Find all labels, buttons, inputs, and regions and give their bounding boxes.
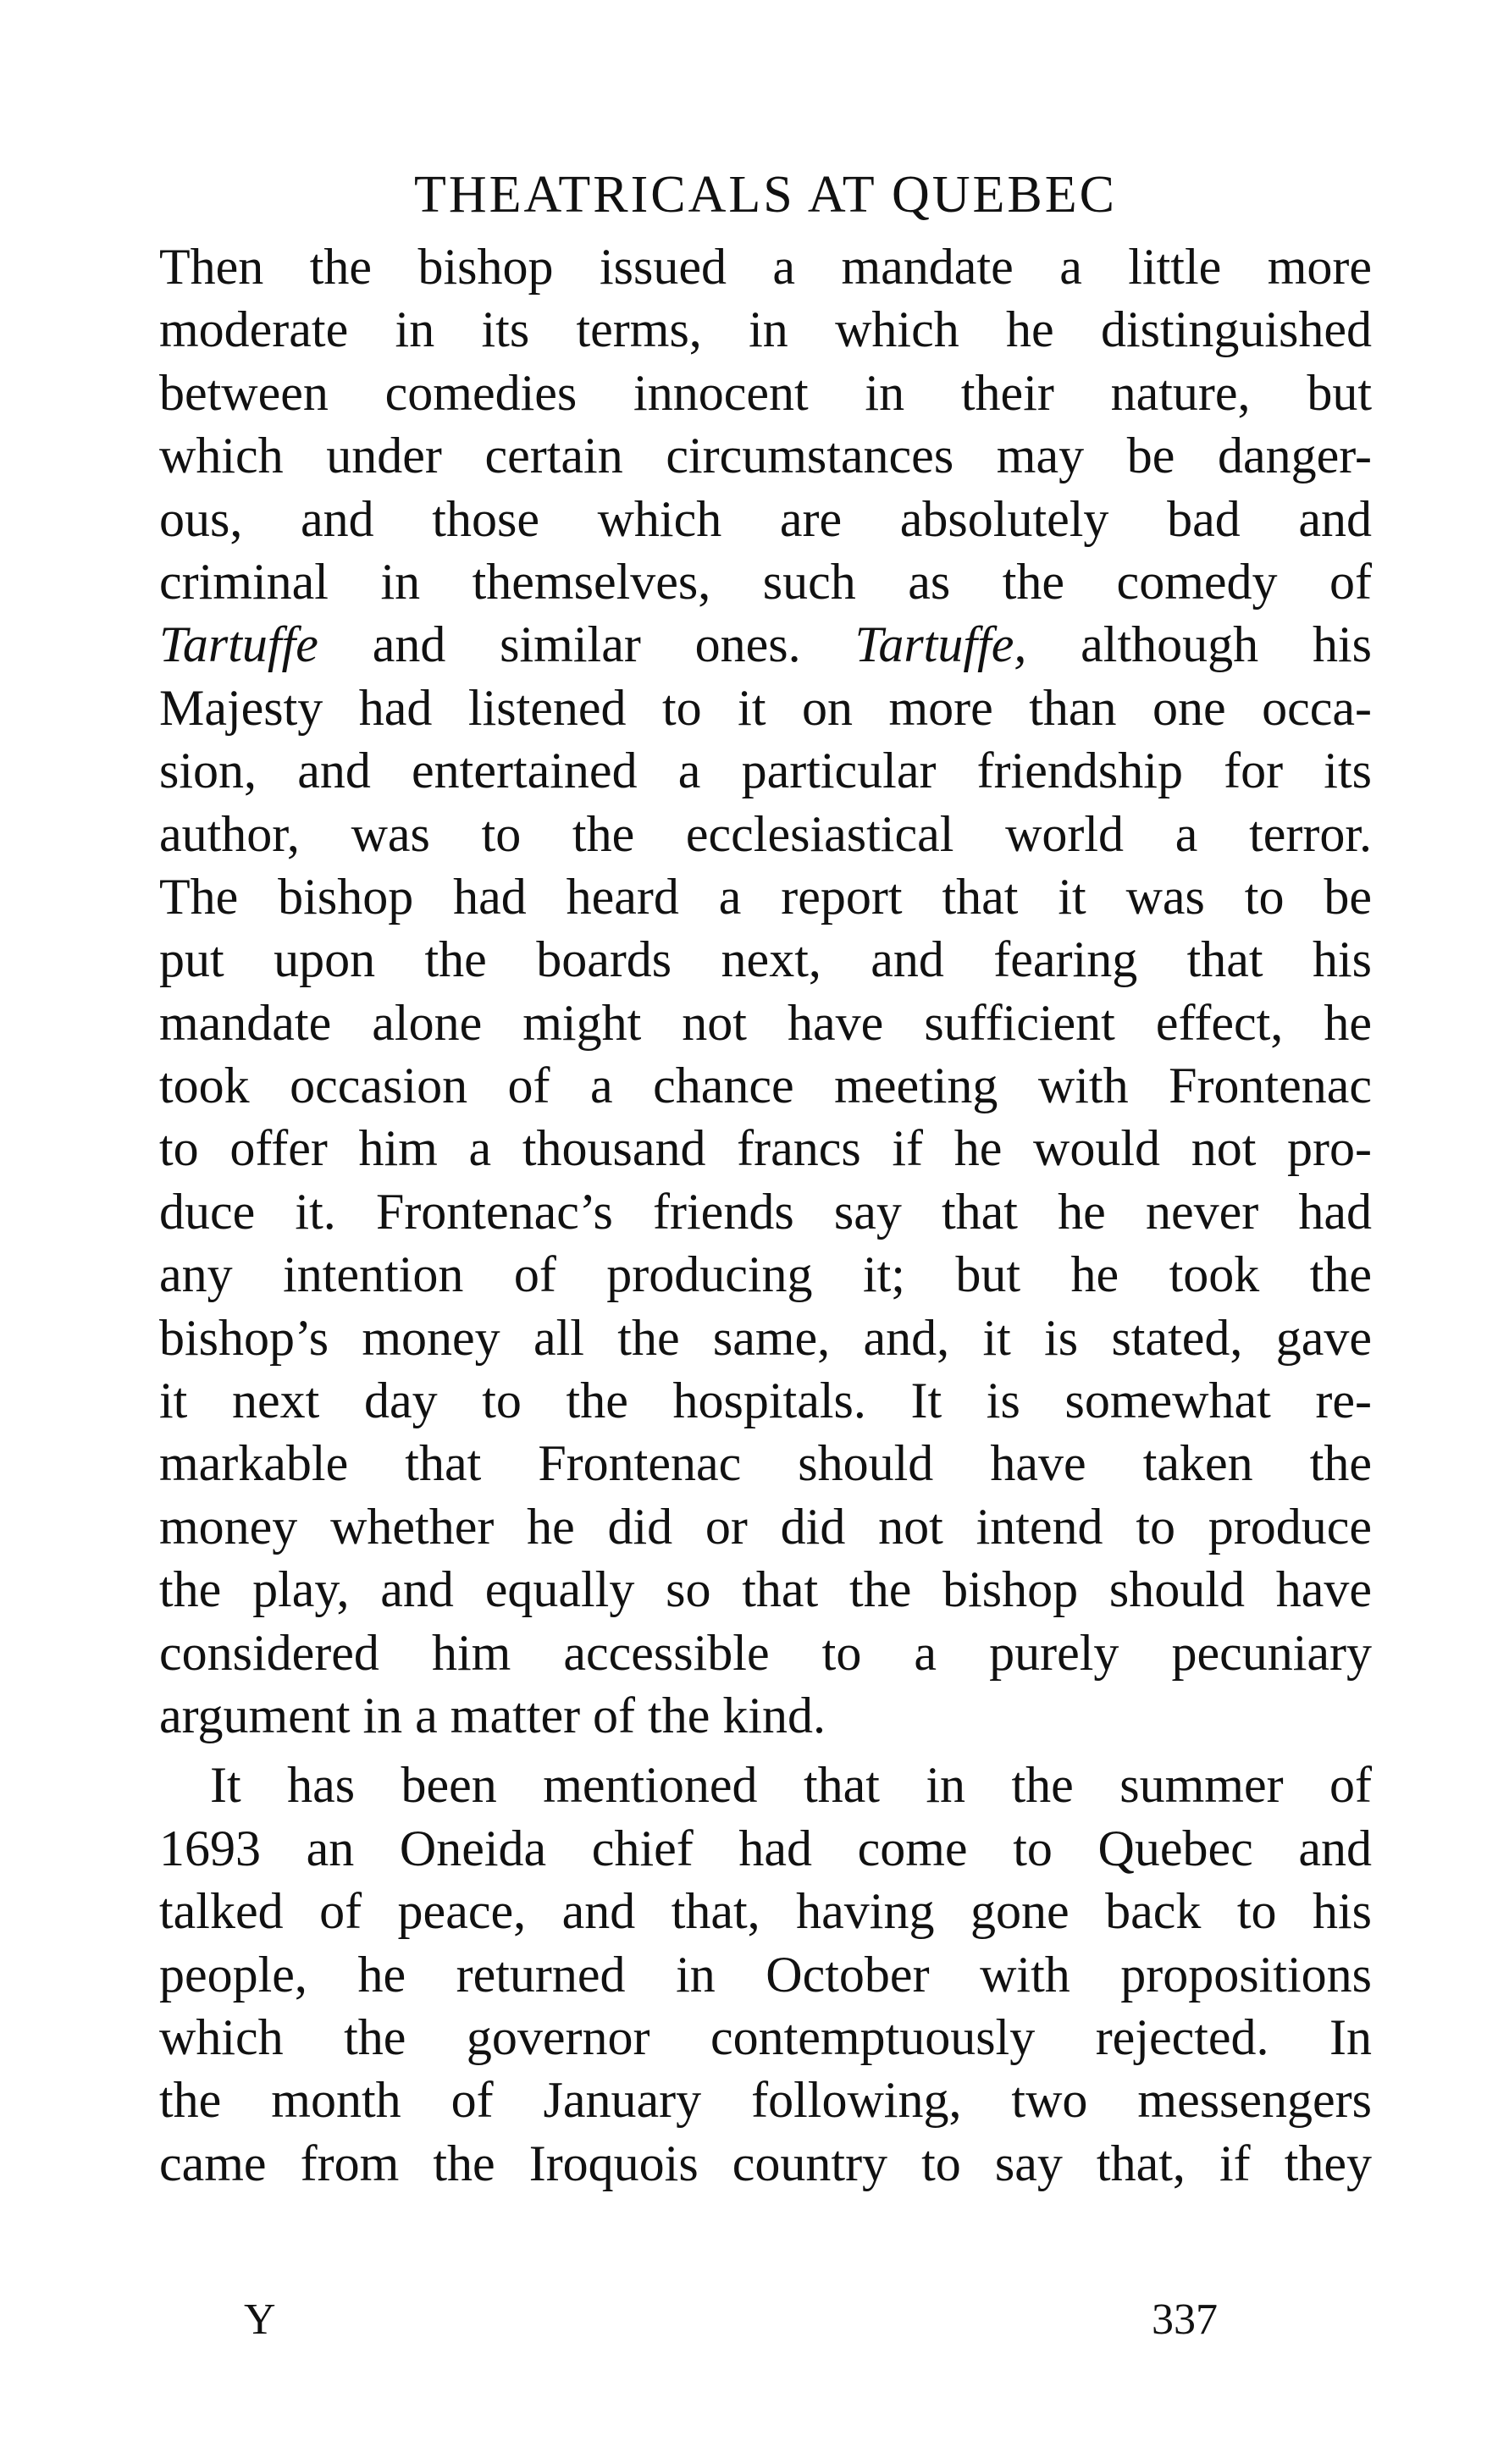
running-head: THEATRICALS AT QUEBEC: [413, 166, 1117, 224]
text-line: mandate alone might not have sufficient effect, he: [159, 994, 1372, 1051]
text-line: Then the bishop issued a mandate a little more: [159, 239, 1372, 295]
paragraph-gap: [159, 1747, 1372, 1754]
text-line: any intention of producing it; but he took the: [159, 1246, 1372, 1303]
text-line: It has been mentioned that in the summer of: [210, 1757, 1372, 1814]
paragraph-1: [159, 235, 1372, 1747]
text-line: took occasion of a chance meeting with Frontenac: [159, 1058, 1372, 1114]
text-line: sion, and entertained a particular friendship for its: [159, 743, 1372, 799]
text-line: bishop’s money all the same, and, it is stated, gave: [159, 1309, 1372, 1366]
text-line: argument in a matter of the kind.: [159, 1687, 826, 1743]
italic-title: Tartuffe,: [854, 616, 1027, 673]
text-line: markable that Frontenac should have taken the: [159, 1435, 1372, 1492]
text-line: it next day to the hospitals. It is somewhat re-: [159, 1373, 1372, 1429]
italic-title: Tartuffe: [159, 616, 318, 673]
text-line: Majesty had listened to it on more than one occa-: [159, 679, 1372, 736]
text-line-with-italics: [159, 613, 1372, 676]
text-line: talked of peace, and that, having gone back to his: [159, 1883, 1372, 1940]
text-line: moderate in its terms, in which he distinguished: [159, 301, 1372, 358]
text-line: 1693 an Oneida chief had come to Quebec and: [159, 1820, 1372, 1876]
text-line: which the governor contemptuously rejected. In: [159, 2008, 1372, 2065]
text-line: to offer him a thousand francs if he would not pro-: [159, 1120, 1372, 1177]
text-line: ous, and those which are absolutely bad and: [159, 490, 1372, 547]
page-number: 337: [1152, 2295, 1218, 2344]
text-line: put upon the boards next, and fearing that his: [159, 931, 1372, 988]
text-line: people, he returned in October with propositions: [159, 1946, 1372, 2003]
page-body: [159, 161, 1372, 2195]
text-line: money whether he did or did not intend to produce: [159, 1498, 1372, 1555]
signature-mark: Y: [244, 2295, 276, 2344]
text-line: criminal in themselves, such as the comedy of: [159, 553, 1372, 610]
text-line: The bishop had heard a report that it was to be: [159, 868, 1372, 925]
text-line: came from the Iroquois country to say that, if they: [159, 2135, 1372, 2191]
text-line: considered him accessible to a purely pecuniary: [159, 1624, 1372, 1681]
paragraph-2: [159, 1754, 1372, 2195]
text-line: which under certain circumstances may be danger-: [159, 428, 1372, 484]
text-line: the play, and equally so that the bishop should have: [159, 1561, 1372, 1618]
text-fragment: although his: [1026, 616, 1372, 673]
text-line: author, was to the ecclesiastical world a terror.: [159, 805, 1372, 862]
text-line: between comedies innocent in their nature, but: [159, 364, 1372, 421]
text-line: the month of January following, two messengers: [159, 2072, 1372, 2129]
text-line: duce it. Frontenac’s friends say that he never had: [159, 1183, 1372, 1240]
text-fragment: and similar ones.: [318, 616, 855, 673]
